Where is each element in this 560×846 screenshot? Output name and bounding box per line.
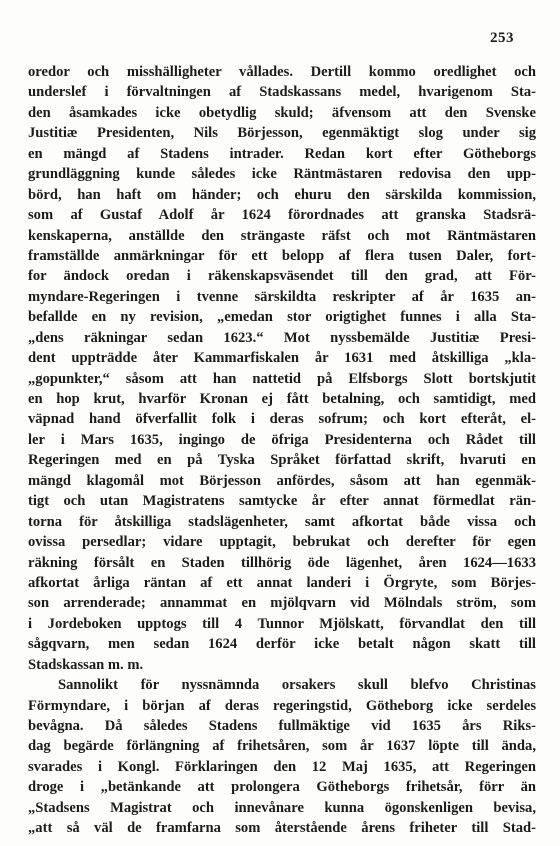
- paragraph-1: [28, 62, 536, 675]
- text-line: afkortat årliga räntan af ett annat landeri i Örgryte, som Börjes-: [28, 574, 536, 591]
- text-line: svarades i Kongl. Förklaringen den 12 Maj 1635, att Regeringen: [28, 758, 536, 775]
- text-line: Stadskassan m. m.: [28, 656, 144, 673]
- body-text: [28, 62, 536, 839]
- text-line: ler i Mars 1635, ingingo de öfriga Presidenterna och Rådet till: [28, 431, 536, 448]
- text-line: kenskaperna, anställde den strängaste räfst och mot Räntmästaren: [28, 227, 536, 244]
- text-line: myndare-Regeringen i tvenne särskildta reskripter af år 1635 an-: [28, 288, 536, 305]
- text-line: i Jordeboken upptogs till 4 Tunnor Mjölskatt, förvandlat den till: [28, 615, 536, 632]
- text-line: dag begärde förlängning af frihetsåren, som år 1637 löpte till ända,: [28, 738, 536, 755]
- text-line: framställde anmärkningar för ett belopp af flera tusen Daler, fort-: [28, 247, 536, 264]
- text-line: ovissa persedlar; vidare upptagit, bebrukat och derefter för egen: [28, 534, 536, 551]
- text-line: Sannolikt för nyssnämnda orsakers skull blefvo Christinas: [58, 677, 536, 694]
- text-line: Justitiæ Presidenten, Nils Börjesson, egenmäktigt slog under sig: [28, 125, 536, 142]
- text-line: grundläggning kunde således icke Räntmästaren redovisa den upp-: [28, 166, 536, 183]
- text-line: sågqvarn, men sedan 1624 derför icke betalt någon skatt till: [28, 636, 536, 653]
- text-line: „att så väl de framfarna som återstående årens friheter till Stad-: [28, 820, 536, 837]
- text-line: son arrenderade; annammat en mjölqvarn vid Mölndals ström, som: [28, 595, 536, 612]
- paragraph-2: [28, 675, 536, 839]
- text-line: „Stadsens Magistrat och innevånare kunna ögonskenligen bevisa,: [28, 799, 536, 816]
- text-line: tigt och utan Magistratens samtycke år efter annat förmedlat rän-: [28, 493, 536, 510]
- text-line: for ändock oredan i räkenskapsväsendet till den grad, att För-: [28, 268, 536, 285]
- text-line: mängd klagomål mot Börjesson anfördes, såsom att han egenmäk-: [28, 472, 536, 489]
- text-line: oredor och misshälligheter vållades. Dertill kommo oredlighet och: [28, 64, 536, 80]
- text-line: Regeringen med en på Tyska Språket författad skrift, hvaruti en: [28, 452, 536, 469]
- text-line: dent uppträdde åter Kammarfiskalen år 1631 med åtskilliga „kla-: [28, 350, 536, 367]
- text-line: den åsamkades icke obetydlig skuld; äfvensom att den Svenske: [28, 104, 536, 121]
- text-line: bevågna. Då således Stadens fullmäktige vid 1635 års Riks-: [28, 718, 536, 734]
- text-line: en mängd af Stadens intrader. Redan kort efter Götheborgs: [28, 145, 536, 162]
- text-line: en hop krut, hvarför Kronan ej fått betalning, och samtidigt, med: [28, 391, 536, 407]
- page-number: 253: [490, 30, 514, 46]
- text-line: underslef i förvaltningen af Stadskassans medel, hvarigenom Sta-: [28, 84, 536, 101]
- text-line: „gopunkter,“ såsom att han nattetid på Elfsborgs Slott bortskjutit: [28, 370, 536, 387]
- text-line: torna för åtskilliga stadslägenheter, samt afkortat både vissa och: [28, 513, 536, 530]
- text-line: „dens räkningar sedan 1623.“ Mot nyssbemälde Justitiæ Presi-: [28, 329, 536, 346]
- text-line: som af Gustaf Adolf år 1624 förordnades att granska Stadsrä-: [28, 207, 536, 224]
- text-line: befallde en ny revision, „emedan stor origtighet funnes i alla Sta-: [28, 309, 536, 326]
- text-line: Förmyndare, i början af deras regeringstid, Götheborg icke serdeles: [28, 697, 536, 714]
- text-line: börd, han haft om händer; och ehuru den särskilda kommission,: [28, 186, 536, 203]
- text-line: droge i „betänkande att prolongera Götheborgs frihetsår, förr än: [28, 779, 536, 796]
- text-line: räkning försålt en Staden tillhörig öde lägenhet, åren 1624—1633: [28, 554, 536, 571]
- text-line: väpnad hand öfverfallit folk i deras sofrum; och kort efteråt, el-: [28, 411, 536, 428]
